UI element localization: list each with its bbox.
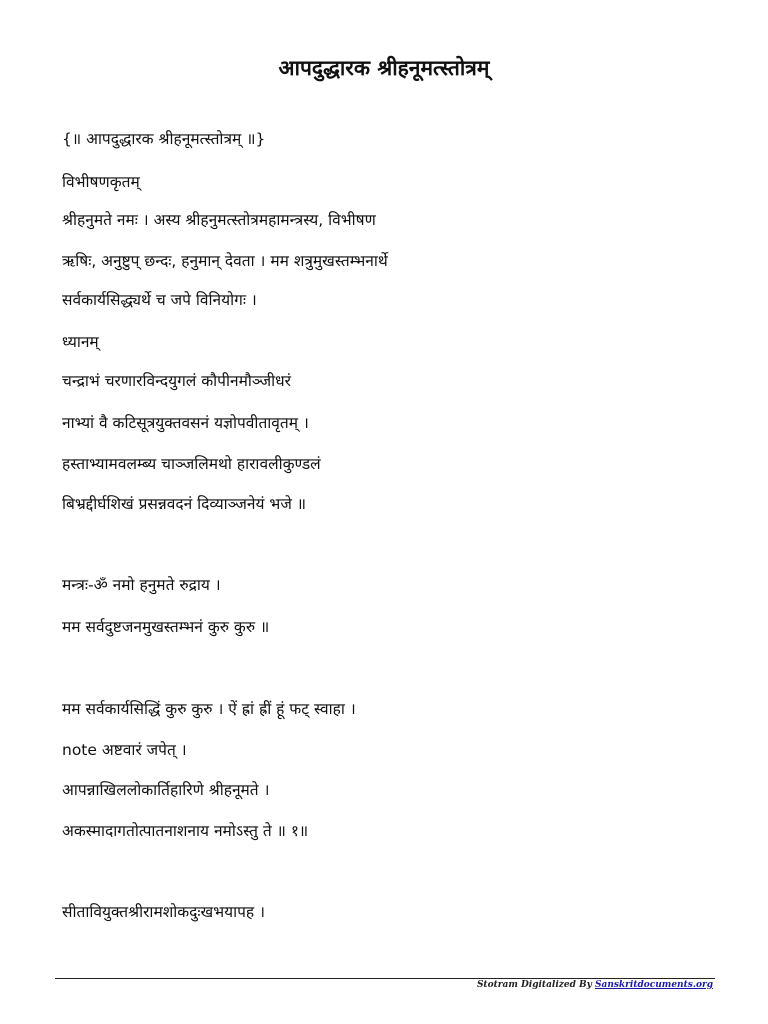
text-line: note अष्टवारं जपेत् । xyxy=(62,741,187,759)
text-line: हस्ताभ्यामवलम्ब्य चाञ्जलिमथो हारावलीकुण्डलं xyxy=(62,455,321,473)
text-line: ऋषिः, अनुष्टुप् छन्दः, हनुमान् देवता । मम शत्रुमुखस्तम्भनार्थे xyxy=(62,252,388,270)
text-line: मन्त्रः-ॐ नमो हनुमते रुद्राय । xyxy=(62,576,221,594)
text-line: चन्द्राभं चरणारविन्दयुगलं कौपीनमौञ्जीधरं xyxy=(62,372,292,390)
text-line: श्रीहनुमते नमः । अस्य श्रीहनुमत्स्तोत्रमहामन्त्रस्य, विभीषण xyxy=(62,211,376,229)
text-line: बिभ्रद्दीर्घशिखं प्रसन्नवदनं दिव्याञ्जनेयं भजे ॥ xyxy=(62,495,307,513)
text-line: ध्यानम् xyxy=(62,333,99,351)
footer-link[interactable]: Sanskritdocuments.org xyxy=(594,980,713,990)
text-line: अकस्मादागतोत्पातनाशनाय नमोऽस्तु ते ॥ १॥ xyxy=(62,822,309,840)
footer-credit: Stotram Digitalized By xyxy=(476,980,595,990)
page-title: आपदुद्धारक श्रीहनूमत्स्तोत्रम् xyxy=(278,56,490,80)
footer-rule xyxy=(55,978,715,979)
text-line: नाभ्यां वै कटिसूत्रयुक्तवसनं यज्ञोपवीतावृतम् । xyxy=(62,414,309,432)
text-line: मम सर्वदुष्टजनमुखस्तम्भनं कुरु कुरु ॥ xyxy=(62,618,270,636)
text-line: {॥ आपदुद्धारक श्रीहनूमत्स्तोत्रम् ॥} xyxy=(62,130,266,148)
text-line: आपन्नाखिललोकार्तिहारिणे श्रीहनूमते । xyxy=(62,781,270,799)
text-line: सर्वकार्यसिद्ध्यर्थे च जपे विनियोगः । xyxy=(62,291,257,309)
text-line: विभीषणकृतम् xyxy=(62,173,140,191)
text-line: मम सर्वकार्यसिद्धिं कुरु कुरु । ऐं ह्रां ह्रीं हूं फट् स्वाहा । xyxy=(62,700,356,718)
footer xyxy=(477,980,713,990)
text-line: सीतावियुक्तश्रीरामशोकदुःखभयापह । xyxy=(62,903,265,921)
